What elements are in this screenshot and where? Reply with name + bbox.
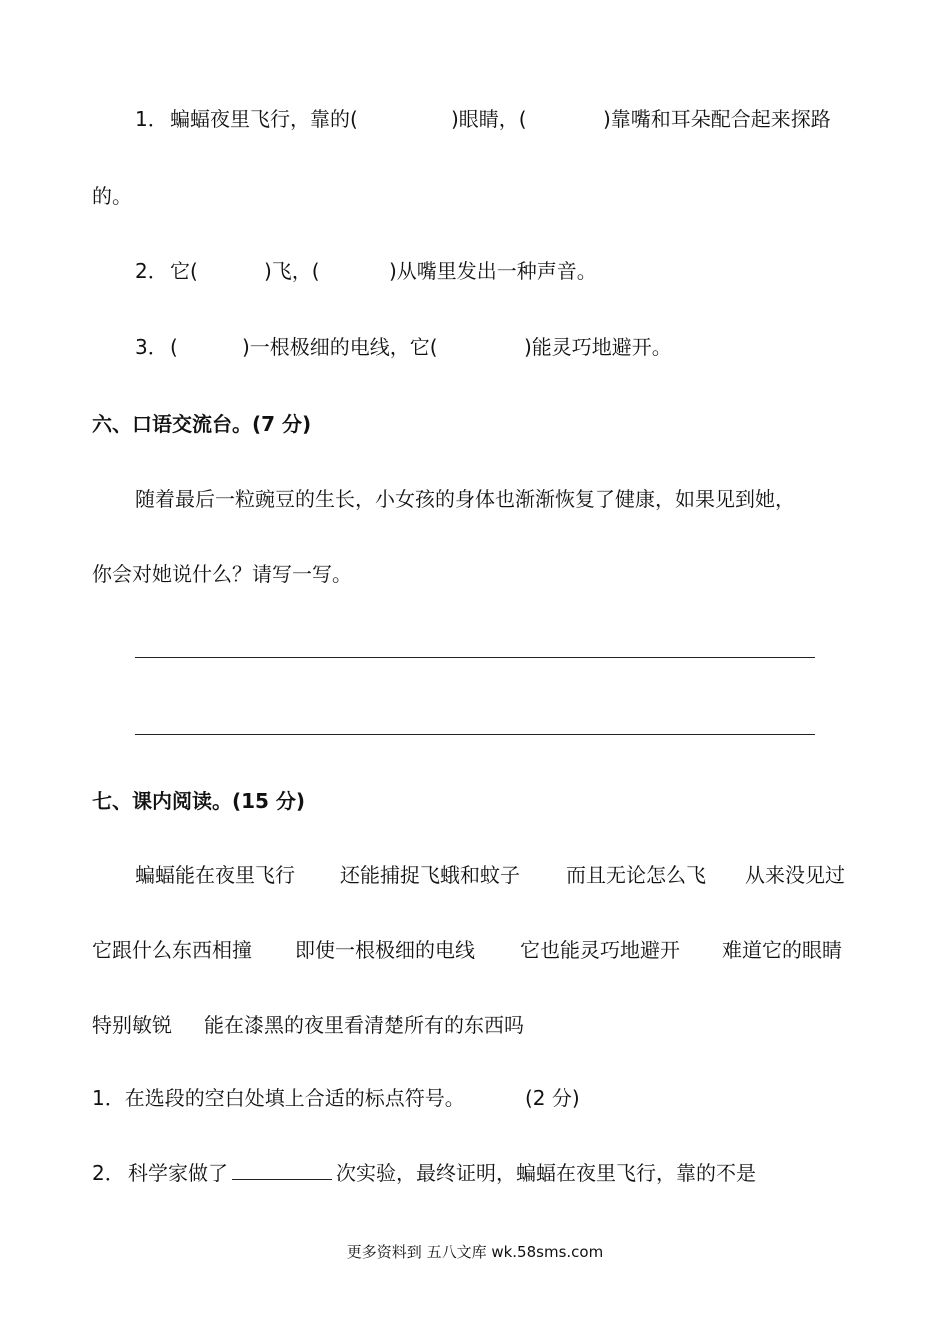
section-heading-oral: 六、口语交流台。(7 分)	[92, 412, 312, 436]
passage-clause: 特别敏锐	[92, 1013, 172, 1037]
question-text-part: 蝙蝠夜里飞行，靠的(	[170, 107, 358, 131]
question-text-part: 科学家做了	[128, 1161, 228, 1185]
answer-line[interactable]	[135, 657, 815, 658]
question-text-part: 次实验，最终证明，蝙蝠在夜里飞行，靠的不是	[336, 1161, 756, 1185]
passage-clause: 它跟什么东西相撞	[92, 938, 252, 962]
question-number: 2．	[135, 259, 168, 283]
question-text-part: (	[170, 335, 178, 359]
question-text-part: )一根极细的电线，它(	[242, 335, 438, 359]
question-number: 1．	[135, 107, 168, 131]
fill-question-1-continued	[0, 181, 950, 211]
question-text-part: )靠嘴和耳朵配合起来探路	[603, 107, 831, 131]
passage-clause: 难道它的眼睛	[722, 938, 842, 962]
passage-clause: 还能捕捉飞蛾和蚊子	[340, 863, 520, 887]
answer-blank[interactable]	[232, 1159, 332, 1180]
answer-line[interactable]	[135, 734, 815, 735]
passage-clause: 而且无论怎么飞	[566, 863, 706, 887]
fill-question-2	[0, 256, 950, 286]
fill-question-3	[0, 332, 950, 362]
reading-question-1: 1．在选段的空白处填上合适的标点符号。 (2 分)	[0, 1083, 950, 1113]
passage-clause: 从来没见过	[745, 863, 845, 887]
footer-source: 更多资料到 五八文库 wk.58sms.com	[346, 1243, 604, 1261]
question-number: 2．	[92, 1161, 125, 1185]
question-text-part: )从嘴里发出一种声音。	[389, 259, 597, 283]
question-number: 3．	[135, 335, 168, 359]
question-text-part: )能灵巧地避开。	[524, 335, 672, 359]
oral-paragraph-line-2: 你会对她说什么？请写一写。	[92, 562, 352, 586]
passage-clause: 即使一根极细的电线	[295, 938, 475, 962]
passage-clause: 它也能灵巧地避开	[520, 938, 680, 962]
passage-line-1	[0, 860, 950, 890]
passage-clause: 能在漆黑的夜里看清楚所有的东西吗	[204, 1013, 524, 1037]
question-text-part: 它(	[170, 259, 198, 283]
question-score: (2 分)	[525, 1086, 580, 1110]
passage-line-3	[0, 1010, 950, 1040]
passage-line-2	[0, 935, 950, 965]
question-text-part: )飞，(	[264, 259, 320, 283]
section-heading-reading: 七、课内阅读。(15 分)	[92, 789, 306, 813]
question-text-part: 的。	[92, 184, 132, 208]
question-text-part: )眼睛，(	[451, 107, 527, 131]
reading-question-2	[0, 1158, 950, 1188]
oral-paragraph-line-1: 随着最后一粒豌豆的生长，小女孩的身体也渐渐恢复了健康，如果见到她，	[135, 487, 795, 511]
fill-question-1	[0, 104, 950, 134]
passage-clause: 蝙蝠能在夜里飞行	[135, 863, 295, 887]
